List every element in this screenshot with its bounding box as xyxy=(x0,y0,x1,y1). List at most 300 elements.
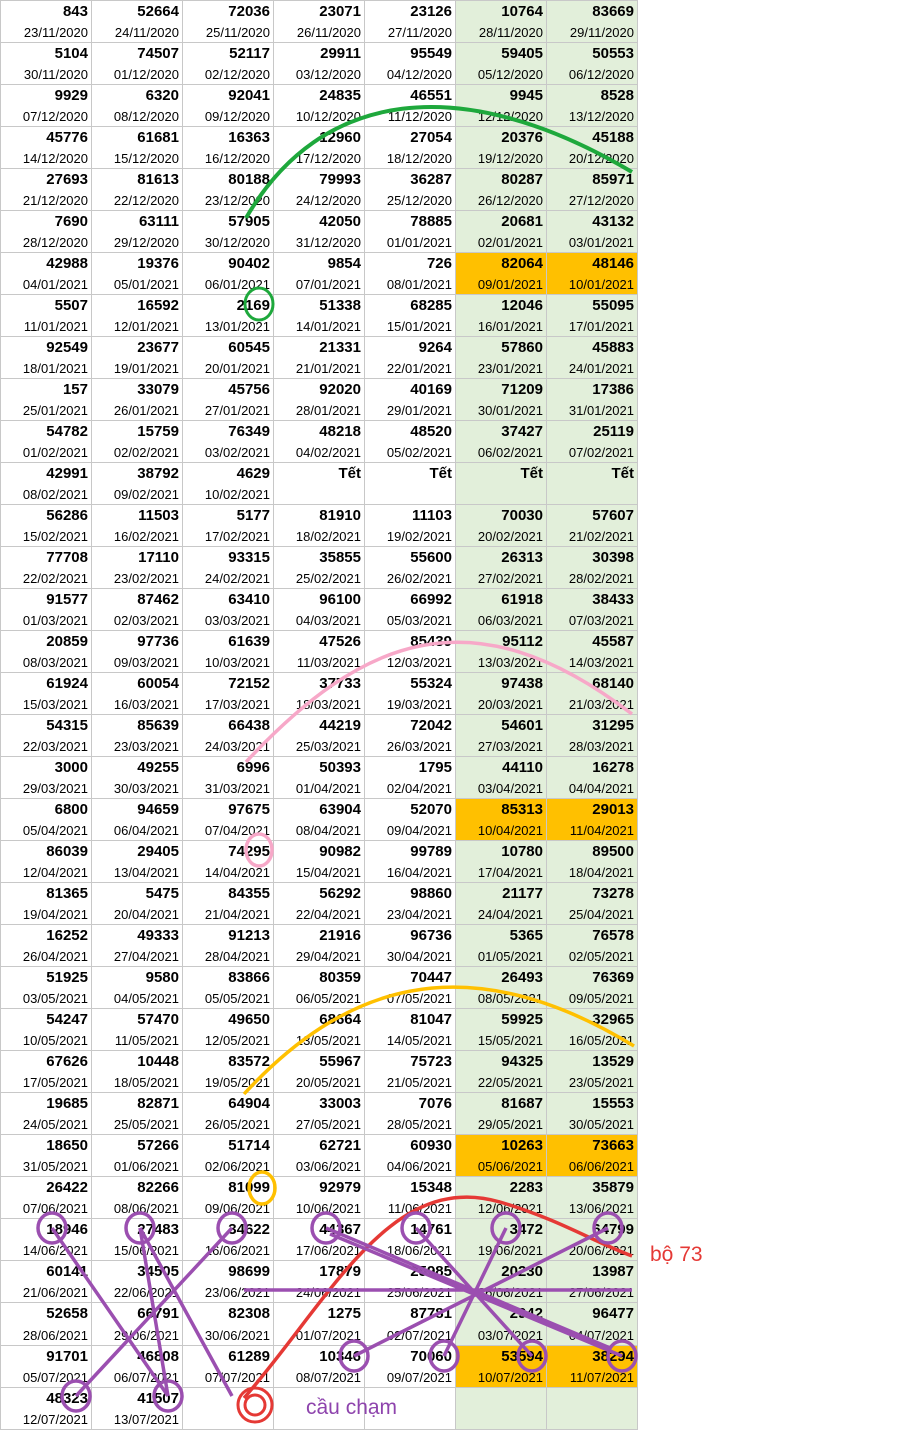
grid-cell xyxy=(92,883,183,925)
grid-cell xyxy=(365,1261,456,1303)
grid-cell xyxy=(547,799,638,841)
result-number: 81687 xyxy=(501,1095,543,1113)
result-date: 19/04/2021 xyxy=(22,907,88,923)
result-date: 13/12/2020 xyxy=(568,109,634,125)
result-date: 24/02/2021 xyxy=(204,571,270,587)
result-number: 95112 xyxy=(502,633,543,651)
result-number: 48323 xyxy=(46,1389,88,1407)
grid-cell xyxy=(1,85,92,127)
grid-cell xyxy=(1,883,92,925)
result-date: 10/01/2021 xyxy=(568,277,634,293)
result-date: 16/06/2021 xyxy=(204,1243,270,1259)
result-date: 09/07/2021 xyxy=(386,1369,452,1385)
result-date: 07/04/2021 xyxy=(204,823,270,839)
result-number: 70447 xyxy=(410,969,452,987)
grid-row xyxy=(1,337,638,379)
result-date: 14/01/2021 xyxy=(295,319,361,335)
grid-cell xyxy=(183,295,274,337)
result-date: 06/04/2021 xyxy=(113,823,179,839)
grid-row xyxy=(1,631,638,673)
grid-cell xyxy=(456,967,547,1009)
result-number: 19376 xyxy=(137,255,179,273)
grid-row xyxy=(1,547,638,589)
result-number: 55324 xyxy=(410,675,452,693)
result-date: 20/01/2021 xyxy=(204,361,270,377)
grid-cell xyxy=(456,1009,547,1051)
grid-cell xyxy=(547,1219,638,1261)
grid-cell xyxy=(456,1387,547,1429)
result-number: 21331 xyxy=(319,339,361,357)
result-number: 61924 xyxy=(46,675,88,693)
result-date: 24/12/2020 xyxy=(295,193,361,209)
result-date: 24/05/2021 xyxy=(22,1117,88,1133)
grid-cell xyxy=(1,127,92,169)
grid-cell xyxy=(456,589,547,631)
grid-cell xyxy=(547,169,638,211)
result-number: 89500 xyxy=(592,843,634,861)
result-number: 6800 xyxy=(54,801,88,819)
result-date: 30/01/2021 xyxy=(477,403,543,419)
result-number: Tết xyxy=(429,465,452,483)
result-number: 10263 xyxy=(501,1137,543,1155)
result-date: 08/02/2021 xyxy=(22,487,88,503)
grid-cell xyxy=(92,127,183,169)
grid-cell xyxy=(456,85,547,127)
result-date: 19/02/2021 xyxy=(386,529,452,545)
result-number: 11503 xyxy=(138,507,179,525)
grid-cell xyxy=(547,43,638,85)
result-number: 55600 xyxy=(410,549,452,567)
result-number: 48520 xyxy=(410,423,452,441)
result-number: 26313 xyxy=(501,549,543,567)
grid-cell xyxy=(183,547,274,589)
result-date: 26/12/2020 xyxy=(477,193,543,209)
result-date: 11/05/2021 xyxy=(114,1033,179,1049)
result-date: 10/02/2021 xyxy=(204,487,270,503)
result-number: 9264 xyxy=(418,339,452,357)
grid-cell xyxy=(274,43,365,85)
result-date: 07/06/2021 xyxy=(22,1201,88,1217)
grid-cell xyxy=(365,631,456,673)
result-date: 07/03/2021 xyxy=(568,613,634,629)
grid-cell xyxy=(274,337,365,379)
grid-row xyxy=(1,1303,638,1345)
grid-cell xyxy=(547,967,638,1009)
result-number: 27054 xyxy=(410,129,452,147)
result-number: 50393 xyxy=(319,759,361,777)
grid-cell xyxy=(547,925,638,967)
result-number: 52070 xyxy=(410,801,452,819)
result-date: 30/11/2020 xyxy=(23,67,88,83)
result-date: 08/04/2021 xyxy=(295,823,361,839)
result-number: 38792 xyxy=(137,465,179,483)
result-date: 29/04/2021 xyxy=(295,949,361,965)
result-date: 29/11/2020 xyxy=(569,25,634,41)
result-date: 16/01/2021 xyxy=(477,319,543,335)
result-date: 28/01/2021 xyxy=(295,403,361,419)
grid-cell xyxy=(1,505,92,547)
grid-cell xyxy=(183,421,274,463)
grid-row xyxy=(1,673,638,715)
grid-cell xyxy=(1,547,92,589)
result-date: 26/03/2021 xyxy=(386,739,452,755)
grid-cell xyxy=(365,337,456,379)
result-number: 76369 xyxy=(592,969,634,987)
grid-cell xyxy=(456,547,547,589)
grid-cell xyxy=(365,1345,456,1387)
result-date: 08/06/2021 xyxy=(113,1201,179,1217)
result-number: 94659 xyxy=(137,801,179,819)
result-number: 61918 xyxy=(501,591,543,609)
result-date: 06/05/2021 xyxy=(295,991,361,1007)
grid-cell xyxy=(274,253,365,295)
result-date: 22/01/2021 xyxy=(386,361,452,377)
result-date: 09/04/2021 xyxy=(386,823,452,839)
result-number: 34622 xyxy=(228,1221,270,1239)
result-number: 52658 xyxy=(46,1305,88,1323)
result-number: 21916 xyxy=(319,927,361,945)
grid-cell xyxy=(1,43,92,85)
result-number: 84355 xyxy=(228,885,270,903)
result-number: 85313 xyxy=(501,801,543,819)
result-date: 27/11/2020 xyxy=(387,25,452,41)
grid-row xyxy=(1,211,638,253)
result-date: 20/05/2021 xyxy=(295,1075,361,1091)
grid-cell xyxy=(456,757,547,799)
grid-cell xyxy=(456,463,547,505)
grid-cell xyxy=(456,211,547,253)
result-number: 68285 xyxy=(410,297,452,315)
result-number: 29911 xyxy=(320,45,361,63)
result-date: 28/02/2021 xyxy=(568,571,634,587)
grid-cell xyxy=(183,1303,274,1345)
bo-73-label: bộ 73 xyxy=(650,1243,703,1266)
grid-cell xyxy=(456,1051,547,1093)
result-date: 09/03/2021 xyxy=(113,655,179,671)
grid-cell xyxy=(274,925,365,967)
result-number: 66992 xyxy=(410,591,452,609)
result-number: 14761 xyxy=(410,1221,452,1239)
result-date: 01/03/2021 xyxy=(22,613,88,629)
grid-cell xyxy=(365,505,456,547)
grid-cell xyxy=(274,1261,365,1303)
result-date: 01/02/2021 xyxy=(22,445,88,461)
result-number: 59405 xyxy=(501,45,543,63)
grid-cell xyxy=(547,841,638,883)
grid-cell xyxy=(183,169,274,211)
grid-row xyxy=(1,379,638,421)
grid-cell xyxy=(547,1051,638,1093)
grid-cell xyxy=(547,127,638,169)
result-number: 38433 xyxy=(592,591,634,609)
result-date: 10/04/2021 xyxy=(477,823,543,839)
result-number: 81099 xyxy=(228,1179,270,1197)
result-number: 23677 xyxy=(137,339,179,357)
grid-cell xyxy=(92,673,183,715)
result-date: 17/05/2021 xyxy=(22,1075,88,1091)
result-number: 40169 xyxy=(410,381,452,399)
result-number: 9929 xyxy=(54,87,88,105)
result-number: 25985 xyxy=(410,1263,452,1281)
grid-row xyxy=(1,1135,638,1177)
result-number: 6996 xyxy=(236,759,270,777)
result-date: 05/04/2021 xyxy=(22,823,88,839)
result-number: 93315 xyxy=(228,549,270,567)
grid-cell xyxy=(274,1303,365,1345)
result-date: 17/12/2020 xyxy=(295,151,361,167)
grid-cell xyxy=(92,337,183,379)
result-date: 07/05/2021 xyxy=(386,991,452,1007)
grid-row xyxy=(1,1051,638,1093)
grid-cell xyxy=(1,169,92,211)
grid-cell xyxy=(456,505,547,547)
result-number: 42050 xyxy=(319,213,361,231)
grid-cell xyxy=(365,589,456,631)
grid-cell xyxy=(456,799,547,841)
result-date: 22/02/2021 xyxy=(22,571,88,587)
grid-cell xyxy=(547,883,638,925)
grid-cell xyxy=(365,883,456,925)
grid-row xyxy=(1,127,638,169)
result-date: 28/06/2021 xyxy=(22,1327,88,1343)
result-date: 04/01/2021 xyxy=(22,277,88,293)
result-number: 92020 xyxy=(319,381,361,399)
result-date: 03/05/2021 xyxy=(22,991,88,1007)
grid-cell xyxy=(1,673,92,715)
result-date: 23/01/2021 xyxy=(477,361,543,377)
result-number: 37427 xyxy=(501,423,543,441)
result-date: 25/04/2021 xyxy=(568,907,634,923)
grid-row xyxy=(1,1261,638,1303)
result-number: 54315 xyxy=(46,717,88,735)
grid-cell xyxy=(1,379,92,421)
result-date: 13/06/2021 xyxy=(568,1201,634,1217)
grid-cell xyxy=(183,1345,274,1387)
grid-cell xyxy=(183,799,274,841)
result-date: 27/12/2020 xyxy=(568,193,634,209)
grid-cell xyxy=(92,1387,183,1429)
result-number: 64904 xyxy=(228,1095,270,1113)
result-number: 16592 xyxy=(137,297,179,315)
grid-cell xyxy=(92,1303,183,1345)
grid-cell xyxy=(456,631,547,673)
grid-cell xyxy=(1,1135,92,1177)
result-date: 05/06/2021 xyxy=(477,1159,543,1175)
result-date: 10/06/2021 xyxy=(295,1201,361,1217)
result-date: 28/12/2020 xyxy=(22,235,88,251)
result-number: 5475 xyxy=(145,885,179,903)
grid-cell xyxy=(456,43,547,85)
result-date: 29/12/2020 xyxy=(113,235,179,251)
grid-cell xyxy=(365,967,456,1009)
grid-cell xyxy=(365,169,456,211)
result-date: 05/03/2021 xyxy=(386,613,452,629)
result-number: 60930 xyxy=(410,1137,452,1155)
grid-cell xyxy=(456,379,547,421)
result-number: 66791 xyxy=(137,1305,179,1323)
grid-cell xyxy=(365,841,456,883)
result-number: 46551 xyxy=(410,87,452,105)
grid-cell xyxy=(365,757,456,799)
result-date: 02/03/2021 xyxy=(113,613,179,629)
result-date: 15/12/2020 xyxy=(113,151,179,167)
result-date: 23/03/2021 xyxy=(113,739,179,755)
grid-cell xyxy=(547,673,638,715)
result-number: 10764 xyxy=(501,3,543,20)
result-date: 05/05/2021 xyxy=(204,991,270,1007)
grid-cell xyxy=(183,253,274,295)
result-number: 37733 xyxy=(319,675,361,693)
grid-cell xyxy=(92,925,183,967)
grid-cell xyxy=(1,1177,92,1219)
result-date: 20/03/2021 xyxy=(477,697,543,713)
result-date: 21/03/2021 xyxy=(568,697,634,713)
result-date: 01/12/2020 xyxy=(113,67,179,83)
result-number: 56292 xyxy=(319,885,361,903)
result-date: 23/02/2021 xyxy=(113,571,179,587)
result-number: 38294 xyxy=(592,1347,634,1365)
result-date: 09/02/2021 xyxy=(113,487,179,503)
result-number: 90982 xyxy=(319,843,361,861)
grid-cell xyxy=(92,799,183,841)
grid-cell xyxy=(183,337,274,379)
grid-cell xyxy=(547,1261,638,1303)
grid-cell xyxy=(274,421,365,463)
grid-cell xyxy=(547,253,638,295)
grid-cell xyxy=(1,1261,92,1303)
grid-cell xyxy=(547,337,638,379)
result-number: 42991 xyxy=(46,465,88,483)
result-number: 9854 xyxy=(327,255,361,273)
result-number: 81613 xyxy=(137,171,179,189)
result-date: 26/05/2021 xyxy=(204,1117,270,1133)
result-number: 77708 xyxy=(46,549,88,567)
result-number: 95549 xyxy=(410,45,452,63)
result-number: 82871 xyxy=(137,1095,179,1113)
result-number: 61639 xyxy=(228,633,270,651)
result-number: 1795 xyxy=(418,759,452,777)
grid-cell xyxy=(456,337,547,379)
result-date: 25/11/2020 xyxy=(205,25,270,41)
result-number: Tết xyxy=(611,465,634,483)
grid-cell xyxy=(92,1345,183,1387)
result-date: 13/01/2021 xyxy=(204,319,270,335)
result-number: 63111 xyxy=(138,213,179,231)
result-number: 8528 xyxy=(600,87,634,105)
grid-row xyxy=(1,715,638,757)
result-date: 14/03/2021 xyxy=(568,655,634,671)
result-date: 25/06/2021 xyxy=(386,1285,452,1301)
result-number: 41507 xyxy=(137,1389,179,1407)
result-date: 11/04/2021 xyxy=(569,823,634,839)
result-date: 03/06/2021 xyxy=(295,1159,361,1175)
grid-cell xyxy=(92,463,183,505)
result-date: 12/06/2021 xyxy=(477,1201,543,1217)
grid-cell xyxy=(274,589,365,631)
result-number: 61289 xyxy=(228,1347,270,1365)
result-number: 61681 xyxy=(137,129,179,147)
result-number: 91701 xyxy=(46,1347,88,1365)
result-number: 81047 xyxy=(410,1011,452,1029)
result-date: 19/01/2021 xyxy=(113,361,179,377)
result-number: 6320 xyxy=(145,87,179,105)
grid-cell xyxy=(1,295,92,337)
result-date: 02/02/2021 xyxy=(113,445,179,461)
grid-cell xyxy=(183,631,274,673)
result-date: 03/01/2021 xyxy=(568,235,634,251)
grid-row xyxy=(1,85,638,127)
result-date: 04/03/2021 xyxy=(295,613,361,629)
result-number: 20859 xyxy=(46,633,88,651)
grid-cell xyxy=(547,757,638,799)
grid-row xyxy=(1,1,638,43)
result-date: 06/02/2021 xyxy=(477,445,543,461)
result-number: 57266 xyxy=(137,1137,179,1155)
grid-cell xyxy=(456,295,547,337)
grid-cell xyxy=(92,211,183,253)
grid-cell xyxy=(547,547,638,589)
grid-row xyxy=(1,295,638,337)
result-date: 15/06/2021 xyxy=(113,1243,179,1259)
grid-cell xyxy=(274,1177,365,1219)
result-date: 02/12/2020 xyxy=(204,67,270,83)
result-number: 87781 xyxy=(410,1305,452,1323)
grid-cell xyxy=(547,589,638,631)
result-date: 14/06/2021 xyxy=(22,1243,88,1259)
result-number: 54247 xyxy=(46,1011,88,1029)
grid-cell xyxy=(183,1009,274,1051)
result-number: 68140 xyxy=(592,675,634,693)
result-number: 62721 xyxy=(319,1137,361,1155)
grid-cell xyxy=(1,715,92,757)
grid-cell xyxy=(183,1177,274,1219)
grid-cell xyxy=(1,1009,92,1051)
result-date: 10/07/2021 xyxy=(477,1369,543,1385)
grid-cell xyxy=(274,1,365,43)
result-number: 71209 xyxy=(501,381,543,399)
grid-cell xyxy=(274,883,365,925)
result-date: 11/06/2021 xyxy=(387,1201,452,1217)
grid-cell xyxy=(365,253,456,295)
grid-cell xyxy=(183,43,274,85)
result-date: 06/07/2021 xyxy=(113,1369,179,1385)
result-number: 54782 xyxy=(46,423,88,441)
grid-cell xyxy=(92,505,183,547)
result-date: 01/05/2021 xyxy=(477,949,543,965)
result-number: 91213 xyxy=(228,927,270,945)
result-date: 11/07/2021 xyxy=(569,1369,634,1385)
result-date: 24/04/2021 xyxy=(477,907,543,923)
grid-cell xyxy=(456,1261,547,1303)
result-date: 08/03/2021 xyxy=(22,655,88,671)
grid-row xyxy=(1,421,638,463)
result-number: 35855 xyxy=(319,549,361,567)
grid-cell xyxy=(365,379,456,421)
grid-cell xyxy=(365,715,456,757)
grid-cell xyxy=(456,841,547,883)
result-date: 03/03/2021 xyxy=(204,613,270,629)
result-date: 03/02/2021 xyxy=(204,445,270,461)
grid-cell xyxy=(456,169,547,211)
result-number: 91577 xyxy=(46,591,88,609)
grid-cell xyxy=(456,1219,547,1261)
result-number: 157 xyxy=(62,381,88,399)
result-date: 16/12/2020 xyxy=(204,151,270,167)
result-number: 16252 xyxy=(46,927,88,945)
result-number: Tết xyxy=(338,465,361,483)
result-date: 07/02/2021 xyxy=(568,445,634,461)
result-number: 85971 xyxy=(592,171,634,189)
